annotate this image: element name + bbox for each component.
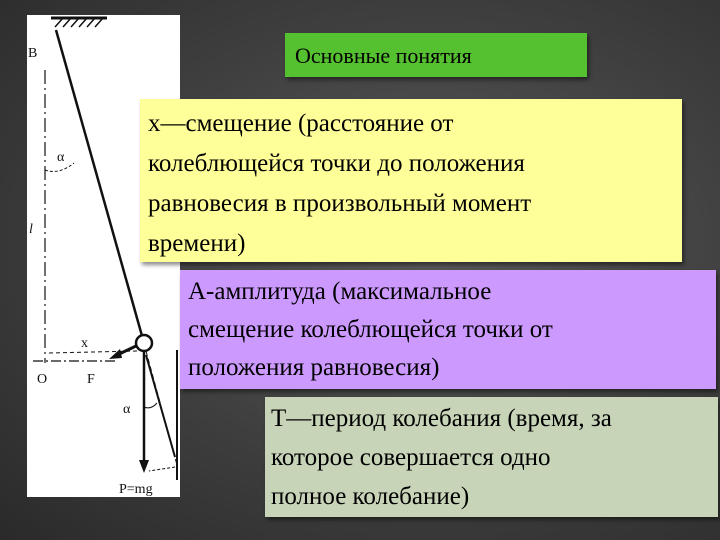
- displacement-line: равновесия в произвольный момент: [148, 190, 532, 217]
- period-line: Т—период колебания (время, за: [271, 405, 612, 432]
- displacement-line: времени): [148, 230, 246, 257]
- tension-component-line: [146, 355, 175, 457]
- period-line: полное колебание): [271, 483, 470, 510]
- amplitude-line: А-амплитуда (максимальное: [188, 278, 492, 305]
- title-box: [285, 33, 587, 77]
- period-line: которое совершается одно: [271, 444, 551, 471]
- amplitude-line: положения равновесия): [188, 354, 440, 381]
- component-dashed: [149, 467, 175, 471]
- angle-arc-bottom: [144, 403, 157, 408]
- force-f-arrowhead: [109, 349, 122, 359]
- displacement-line: х—смещение (расстояние от: [148, 110, 454, 137]
- amplitude-line: смещение колеблющейся точки от: [188, 316, 553, 343]
- pendulum-thread: [56, 30, 144, 343]
- label-l: l: [29, 222, 33, 237]
- weight-arrowhead: [139, 460, 149, 473]
- label-alpha-bottom: α: [123, 402, 131, 417]
- label-f: F: [87, 372, 95, 387]
- label-alpha-top: α: [57, 150, 65, 165]
- title-text: Основные понятия: [295, 43, 472, 68]
- label-b: B: [28, 46, 38, 61]
- label-x: x: [81, 336, 88, 351]
- label-o: O: [37, 372, 48, 387]
- period-definition-box: [265, 397, 718, 517]
- displacement-line: колеблющейся точки до положения: [148, 150, 525, 177]
- label-p: P=mg: [119, 482, 153, 497]
- amplitude-definition-box: [180, 270, 716, 389]
- displacement-definition-box: [140, 99, 682, 262]
- pendulum-bob: [136, 335, 152, 351]
